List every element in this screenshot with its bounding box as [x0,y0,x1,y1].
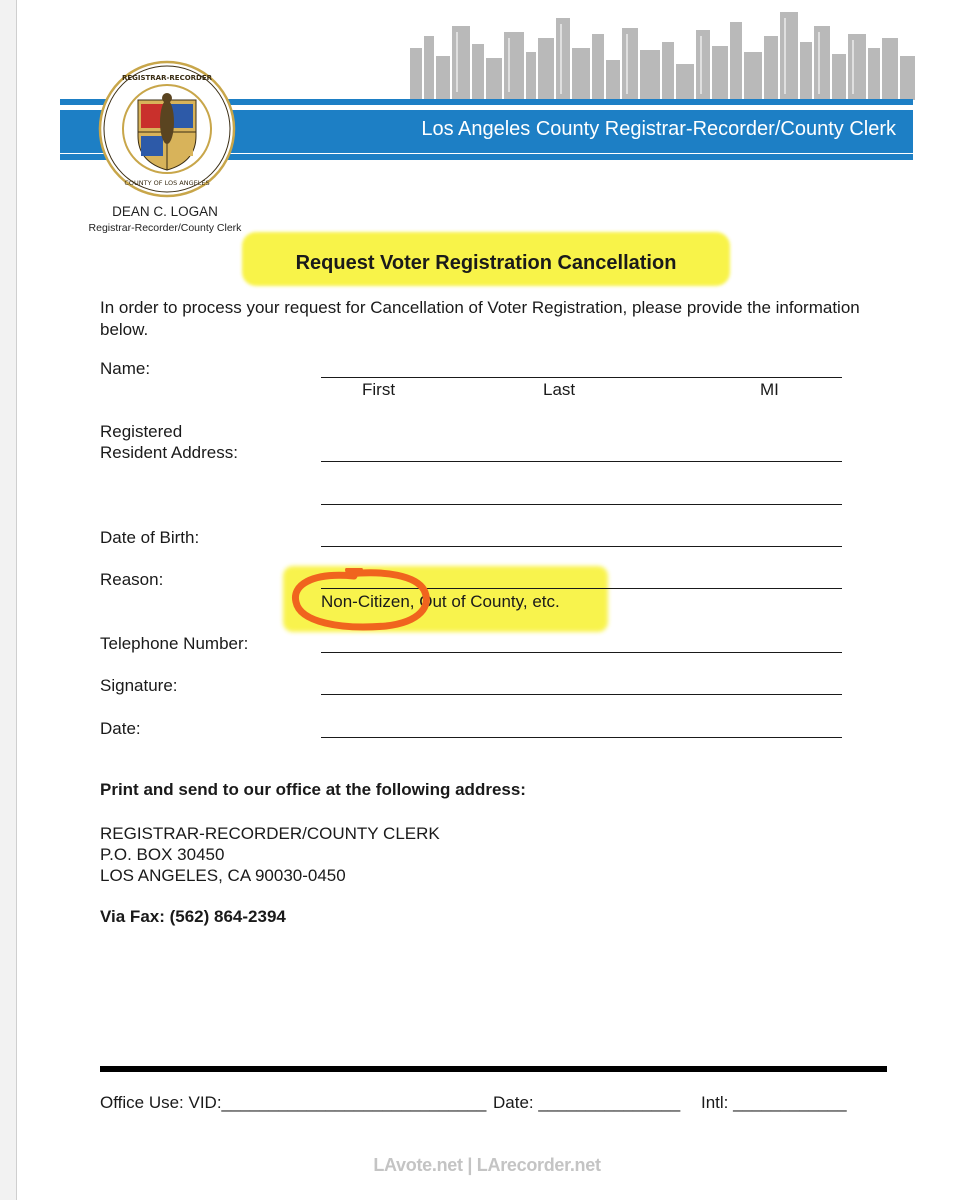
hand-drawn-circle-annotation [290,568,432,632]
office-use-date: Date: _______________ [493,1093,681,1112]
reason-label: Reason: [100,570,164,589]
phone-field-line[interactable] [321,652,842,653]
county-seal-logo [98,60,236,198]
svg-text:COUNTY OF LOS ANGELES: COUNTY OF LOS ANGELES [124,179,210,187]
address-field-line1[interactable] [321,461,842,462]
clerk-title: Registrar-Recorder/County Clerk [88,222,242,234]
name-field-line[interactable] [321,377,842,378]
fax-number: Via Fax: (562) 864-2394 [100,907,286,926]
form-intro: In order to process your request for Cancellation of Voter Registration, please provide the information below. [100,298,860,339]
signature-field-line[interactable] [321,694,842,695]
office-use-divider [100,1066,887,1072]
dob-label: Date of Birth: [100,528,200,547]
name-label: Name: [100,359,151,378]
address-field-line2[interactable] [321,504,842,505]
phone-label: Telephone Number: [100,634,249,653]
address-label-line2: Resident Address: [100,443,238,462]
mailing-address-line1: REGISTRAR-RECORDER/COUNTY CLERK [100,824,440,843]
name-last-caption: Last [543,380,576,399]
form-title: Request Voter Registration Cancellation [295,252,677,274]
name-first-caption: First [362,380,396,399]
signature-label: Signature: [100,676,178,695]
clerk-name: DEAN C. LOGAN [112,204,218,219]
svg-text:REGISTRAR-RECORDER: REGISTRAR-RECORDER [121,74,213,82]
reason-hint: Non-Citizen, Out of County, etc. [321,592,560,611]
footer-websites: LAvote.net | LArecorder.net [373,1155,601,1175]
office-use-vid: Office Use: VID:____________________________ [100,1093,487,1112]
mailing-heading: Print and send to our office at the following address: [100,780,526,799]
date-field-line[interactable] [321,737,842,738]
mailing-address-line2: P.O. BOX 30450 [100,845,225,864]
address-label-line1: Registered [100,422,183,441]
dob-field-line[interactable] [321,546,842,547]
date-label: Date: [100,719,141,738]
office-use-intl: Intl: ____________ [701,1093,847,1112]
agency-name: Los Angeles County Registrar-Recorder/County Clerk [421,118,896,140]
city-skyline-graphic [410,8,915,100]
name-mi-caption: MI [760,380,779,399]
mailing-address-line3: LOS ANGELES, CA 90030-0450 [100,866,346,885]
